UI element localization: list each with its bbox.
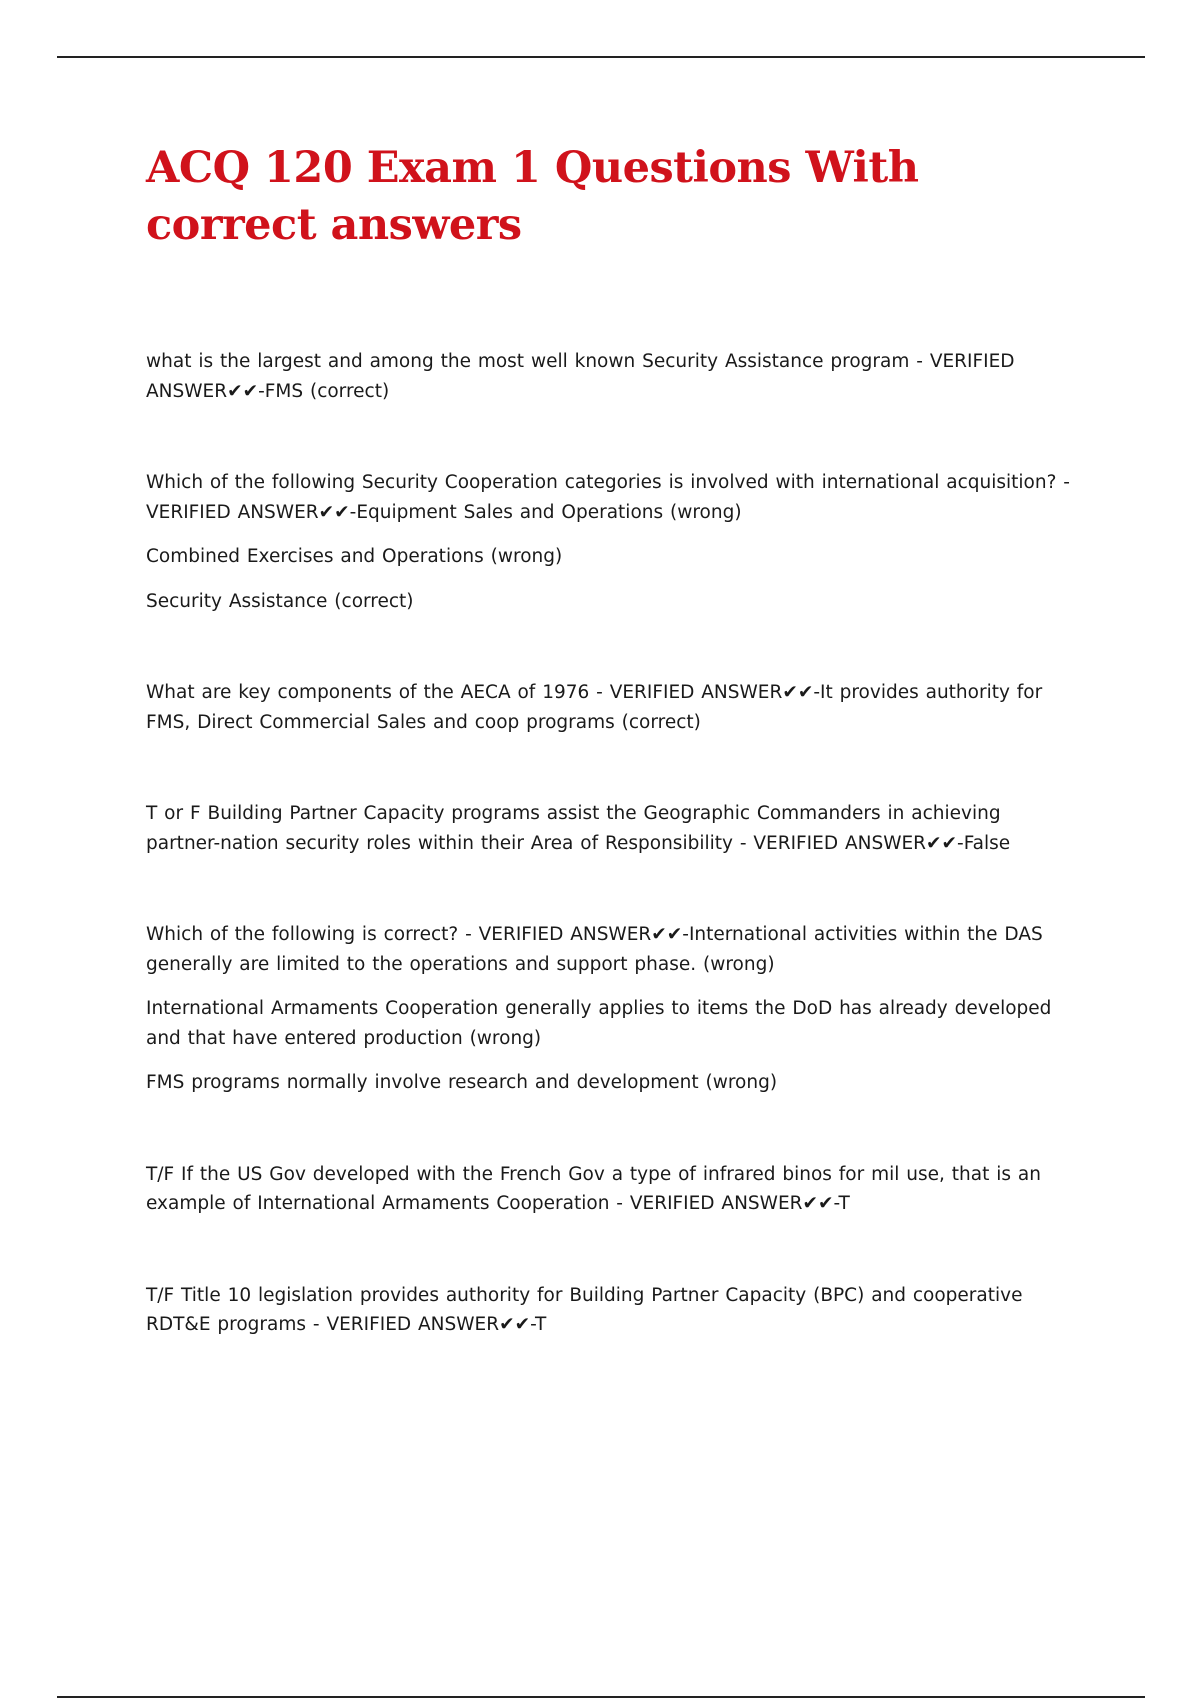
qa-text: Which of the following Security Cooperation categories is involved with international acquisition? - VERIFIED ANSWER✔✔-Equipment Sales and Operations (wrong): [146, 472, 1070, 523]
top-rule: [57, 56, 1145, 58]
qa-block-2: [146, 468, 1081, 616]
qa-block-6: [146, 1160, 1081, 1219]
qa-text: What are key components of the AECA of 1976 - VERIFIED ANSWER✔✔-It provides authority for FMS, Direct Commercial Sales and coop programs (correct): [146, 682, 1043, 733]
qa-block-7: [146, 1281, 1081, 1340]
qa-option: FMS programs normally involve research and development (wrong): [146, 1072, 778, 1093]
document-body: [146, 140, 1081, 1402]
qa-text: T/F If the US Gov developed with the French Gov a type of infrared binos for mil use, that is an example of International Armaments Cooperation - VERIFIED ANSWER✔✔-T: [146, 1163, 1041, 1214]
qa-option: Security Assistance (correct): [146, 590, 414, 612]
document-title: ACQ 120 Exam 1 Questions With correct answers: [146, 143, 919, 250]
qa-option: Combined Exercises and Operations (wrong): [146, 546, 563, 567]
bottom-rule: [57, 1696, 1145, 1698]
qa-block-5: [146, 920, 1081, 1098]
qa-text: what is the largest and among the most well known Security Assistance program - VERIFIED ANSWER✔✔-FMS (correct): [146, 351, 1015, 402]
qa-text: T/F Title 10 legislation provides authority for Building Partner Capacity (BPC) and cooperative RDT&E programs - VERIFIED ANSWER✔✔-T: [146, 1284, 1023, 1335]
qa-block-4: [146, 799, 1081, 858]
qa-block-3: [146, 678, 1081, 737]
qa-block-1: [146, 347, 1081, 406]
qa-text: Which of the following is correct? - VERIFIED ANSWER✔✔-International activities within the DAS generally are limited to the operations and support phase. (wrong): [146, 924, 1043, 975]
qa-option: International Armaments Cooperation generally applies to items the DoD has already developed and that have entered production (wrong): [146, 998, 1052, 1049]
qa-text: T or F Building Partner Capacity programs assist the Geographic Commanders in achieving partner-nation security roles within their Area of Responsibility - VERIFIED ANSWER✔✔-False: [146, 803, 1011, 854]
qa-list: [146, 347, 1081, 1340]
